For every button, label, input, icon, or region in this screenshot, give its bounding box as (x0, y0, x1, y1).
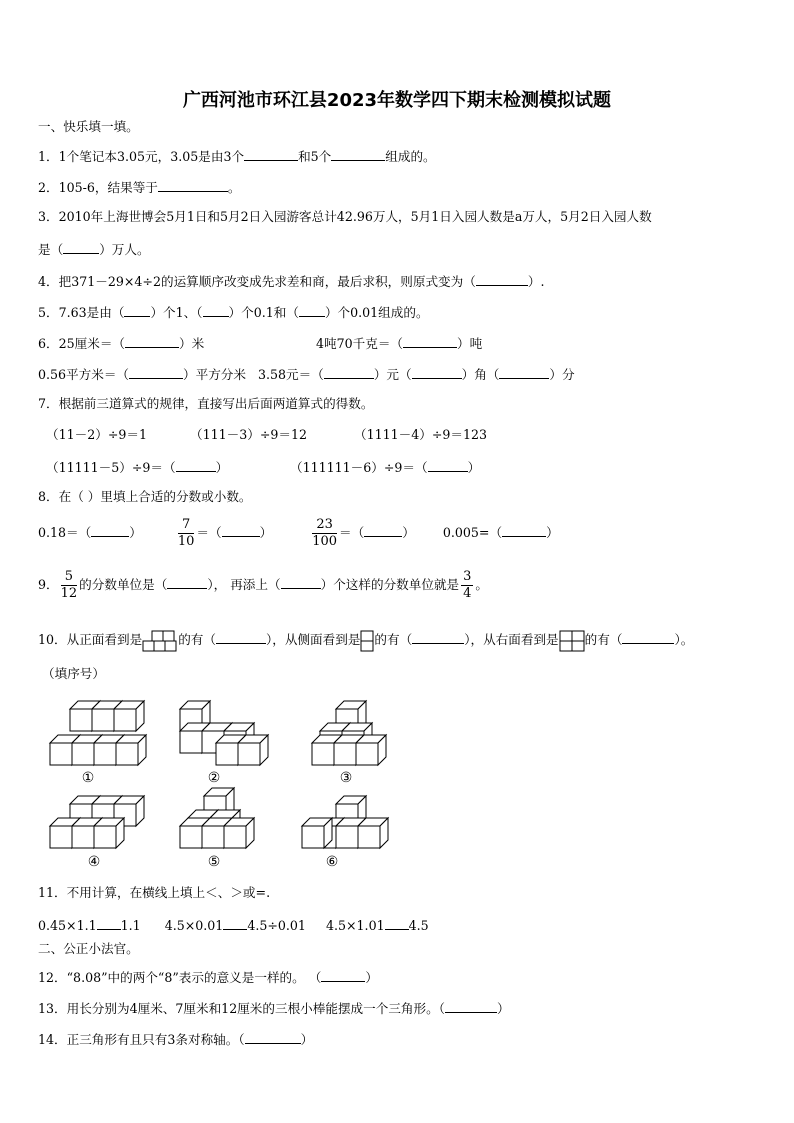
q11-text-a: 0.45×1.1 (38, 918, 97, 933)
q8-fraction-2 (312, 517, 337, 550)
q4-text-a: 4．把371－29×4÷2的运算顺序改变成先求差和商，最后求积，则原式变为（ (38, 274, 476, 289)
figure-6-label: ⑥ (325, 854, 339, 870)
q3-text-a: 是（ (38, 242, 64, 257)
q10-text-f: 的有（ (584, 632, 623, 647)
figure-2-label: ② (207, 770, 221, 786)
q3-blank[interactable] (63, 239, 99, 254)
page-title: 广西河池市环江县2023年数学四下期末检测模拟试题 (182, 90, 612, 111)
q6-text-g: 3.58元＝（ (258, 367, 324, 382)
q9-f2-numerator: 3 (463, 569, 472, 584)
q10-text-e: ），从右面看到是 (464, 632, 559, 647)
figure-5-label: ⑤ (207, 854, 221, 870)
q7-exercise-5 (290, 457, 480, 477)
q10-blank-2[interactable] (412, 629, 464, 644)
front-view-shape-icon (142, 630, 178, 652)
q11-text-d: 4.5÷0.01 (247, 918, 306, 933)
q8-fraction-1 (178, 517, 195, 550)
q12-text-b: ） (365, 970, 378, 985)
question-12 (38, 967, 378, 987)
q9-text-b: 的分数单位是（ (79, 577, 168, 592)
q8-close-1: ） (129, 525, 142, 540)
q1-blank-1[interactable] (244, 146, 298, 161)
question-7-intro: 7．根据前三道算式的规律，直接写出后面两道算式的得数。 (38, 396, 374, 411)
q9-blank-2[interactable] (281, 574, 321, 589)
q11-blank-2[interactable] (223, 915, 247, 930)
question-5 (38, 302, 429, 322)
q8-blank-2[interactable] (222, 522, 260, 537)
q6-blank-3[interactable] (129, 364, 183, 379)
q8-close-3: ） (402, 525, 415, 540)
q1-text-b: 和5个 (298, 149, 332, 164)
q10-text-g: ）。 (674, 632, 694, 647)
q11-blank-3[interactable] (385, 915, 409, 930)
question-8-items (38, 516, 559, 550)
q9-text-c: ）， 再添上（ (207, 577, 281, 592)
q10-text-b: 的有（ (178, 632, 216, 647)
q5-text-d: ）个0.01组成的。 (324, 305, 429, 320)
section-1-heading: 一、快乐填一填。 (38, 119, 139, 134)
q9-f1-numerator: 5 (61, 569, 78, 586)
q6-blank-6[interactable] (499, 364, 549, 379)
q9-text-e: 。 (475, 577, 488, 592)
question-11-items (38, 915, 429, 935)
q2-blank[interactable] (158, 177, 228, 192)
q6-blank-4[interactable] (324, 364, 374, 379)
q11-blank-1[interactable] (97, 915, 121, 930)
question-14 (38, 1029, 313, 1049)
q8-f1-numerator: 7 (178, 517, 195, 534)
q2-text-b: 。 (227, 180, 241, 195)
q11-text-f: 4.5 (408, 918, 429, 933)
q10-blank-1[interactable] (216, 629, 266, 644)
right-view-shape-icon (559, 630, 585, 652)
q11-text-b: 1.1 (120, 918, 141, 933)
q10-text-d: 的有（ (374, 632, 413, 647)
q1-text-c: 组成的。 (385, 149, 436, 164)
q7-blank-2[interactable] (428, 457, 468, 472)
figure-1-label: ① (81, 770, 95, 786)
q9-f2-denominator: 4 (463, 586, 472, 601)
q7-text-5a: （111111－6）÷9＝（ (290, 460, 428, 475)
q8-text-eq-2: ＝（ (339, 525, 365, 540)
q9-fraction-2 (461, 569, 473, 602)
q6-text-c: 4吨70千克＝（ (316, 336, 404, 351)
q8-f2-numerator: 23 (312, 517, 337, 534)
q14-blank[interactable] (245, 1029, 301, 1044)
q2-text-a: 2．105-6，结果等于 (38, 180, 158, 195)
q11-text-c: 4.5×0.01 (164, 918, 224, 933)
question-6-line-2 (38, 364, 575, 384)
question-11-intro: 11．不用计算，在横线上填上＜、＞或=. (38, 885, 271, 900)
q14-text-b: ） (300, 1032, 314, 1047)
question-8-intro: 8．在（ ）里填上合适的分数或小数。 (38, 489, 252, 504)
question-10 (38, 628, 693, 652)
q8-close-4: ） (546, 525, 559, 540)
figure-6-cubes (302, 796, 388, 848)
q4-blank[interactable] (476, 271, 528, 286)
q6-blank-1[interactable] (125, 333, 179, 348)
q7-blank-1[interactable] (176, 457, 216, 472)
q4-text-b: ）. (527, 274, 545, 289)
figure-3-cubes (312, 701, 386, 765)
figure-2-cubes (180, 701, 268, 765)
q8-f2-denominator: 100 (312, 534, 338, 549)
q10-text-c: ），从侧面看到是 (265, 632, 361, 647)
figure-4-cubes (50, 796, 144, 848)
q3-text-b: ）万人。 (99, 242, 150, 257)
q8-close-2: ） (259, 525, 273, 540)
q10-blank-3[interactable] (622, 629, 674, 644)
q13-text-a: 13．用长分别为4厘米、7厘米和12厘米的三根小棒能摆成一个三角形。（ (38, 1001, 445, 1016)
q8-text-a: 0.18＝（ (38, 525, 92, 540)
q13-text-b: ） (497, 1001, 510, 1016)
q6-blank-5[interactable] (412, 364, 462, 379)
question-1 (38, 146, 436, 166)
q6-text-a: 6．25厘米＝（ (38, 336, 126, 351)
question-6-line-1 (38, 333, 204, 353)
q12-text-a: 12．“8.08”中的两个“8”表示的意义是一样的。 （ (38, 970, 322, 985)
q11-text-e: 4.5×1.01 (325, 918, 385, 933)
q9-text-d: ）个这样的分数单位就是 (320, 577, 460, 592)
question-3-line-1: 3．2010年上海世博会5月1日和5月2日入园游客总计42.96万人，5月1日入园人数是a万人，5月2日入园人数 (38, 209, 652, 224)
question-2 (38, 177, 240, 197)
question-3-line-2 (38, 239, 150, 259)
q10-note: （填序号） (42, 666, 105, 681)
section-2-heading: 二、公正小法官。 (38, 941, 139, 956)
q6-text-e: 0.56平方米＝（ (38, 367, 130, 382)
q5-text-c: ）个0.1和（ (228, 305, 299, 320)
q12-blank[interactable] (321, 967, 365, 982)
q7-example-3: （1111－4）÷9＝123 (354, 427, 488, 442)
q7-example-1: （11－2）÷9＝1 (46, 427, 147, 442)
q6-text-j: ）分 (549, 367, 575, 382)
q6-text-f: ）平方分米 (183, 367, 246, 382)
q7-text-4b: ） (215, 460, 229, 475)
q1-blank-2[interactable] (331, 146, 385, 161)
q8-text-d: 0.005=（ (442, 525, 503, 540)
q9-blank-1[interactable] (167, 574, 207, 589)
figure-4-label: ④ (87, 854, 101, 870)
q8-blank-1[interactable] (91, 522, 129, 537)
q14-text-a: 14．正三角形有且只有3条对称轴。（ (38, 1032, 245, 1047)
q5-blank-2[interactable] (203, 302, 229, 317)
q8-blank-4[interactable] (502, 522, 546, 537)
q7-text-5b: ） (467, 460, 481, 475)
q5-blank-3[interactable] (299, 302, 325, 317)
q13-blank[interactable] (445, 998, 497, 1013)
q5-text-b: ）个1、（ (150, 305, 203, 320)
q8-text-eq-1: ＝（ (196, 525, 222, 540)
question-13 (38, 998, 510, 1018)
q1-text-a: 1．1个笔记本3.05元，3.05是由3个 (38, 149, 245, 164)
q8-blank-3[interactable] (364, 522, 402, 537)
figure-3-label: ③ (339, 770, 353, 786)
q6-text-b: ）米 (179, 336, 205, 351)
figure-5-cubes (180, 788, 254, 848)
q9-text-a: 9． (38, 577, 59, 592)
q6-text-d: ）吨 (457, 336, 483, 351)
cube-figures (40, 696, 400, 876)
figure-1-cubes (50, 701, 146, 765)
q8-f1-denominator: 10 (177, 534, 195, 549)
q6-text-i: ）角（ (461, 367, 500, 382)
side-view-shape-icon (360, 630, 374, 652)
question-4 (38, 271, 544, 291)
question-9 (38, 568, 488, 602)
q7-example-2: （111－3）÷9＝12 (190, 427, 308, 442)
q7-text-4a: （11111－5）÷9＝（ (46, 460, 176, 475)
q6-blank-2[interactable] (403, 333, 457, 348)
q5-blank-1[interactable] (124, 302, 150, 317)
q9-f1-denominator: 12 (60, 586, 78, 601)
q6-text-h: ）元（ (373, 367, 412, 382)
q5-text-a: 5．7.63是由（ (38, 305, 125, 320)
q10-text-a: 10．从正面看到是 (38, 632, 143, 647)
question-6-line-1-right (316, 333, 482, 353)
q9-fraction-1 (61, 569, 78, 602)
q7-exercise-4 (46, 457, 228, 477)
